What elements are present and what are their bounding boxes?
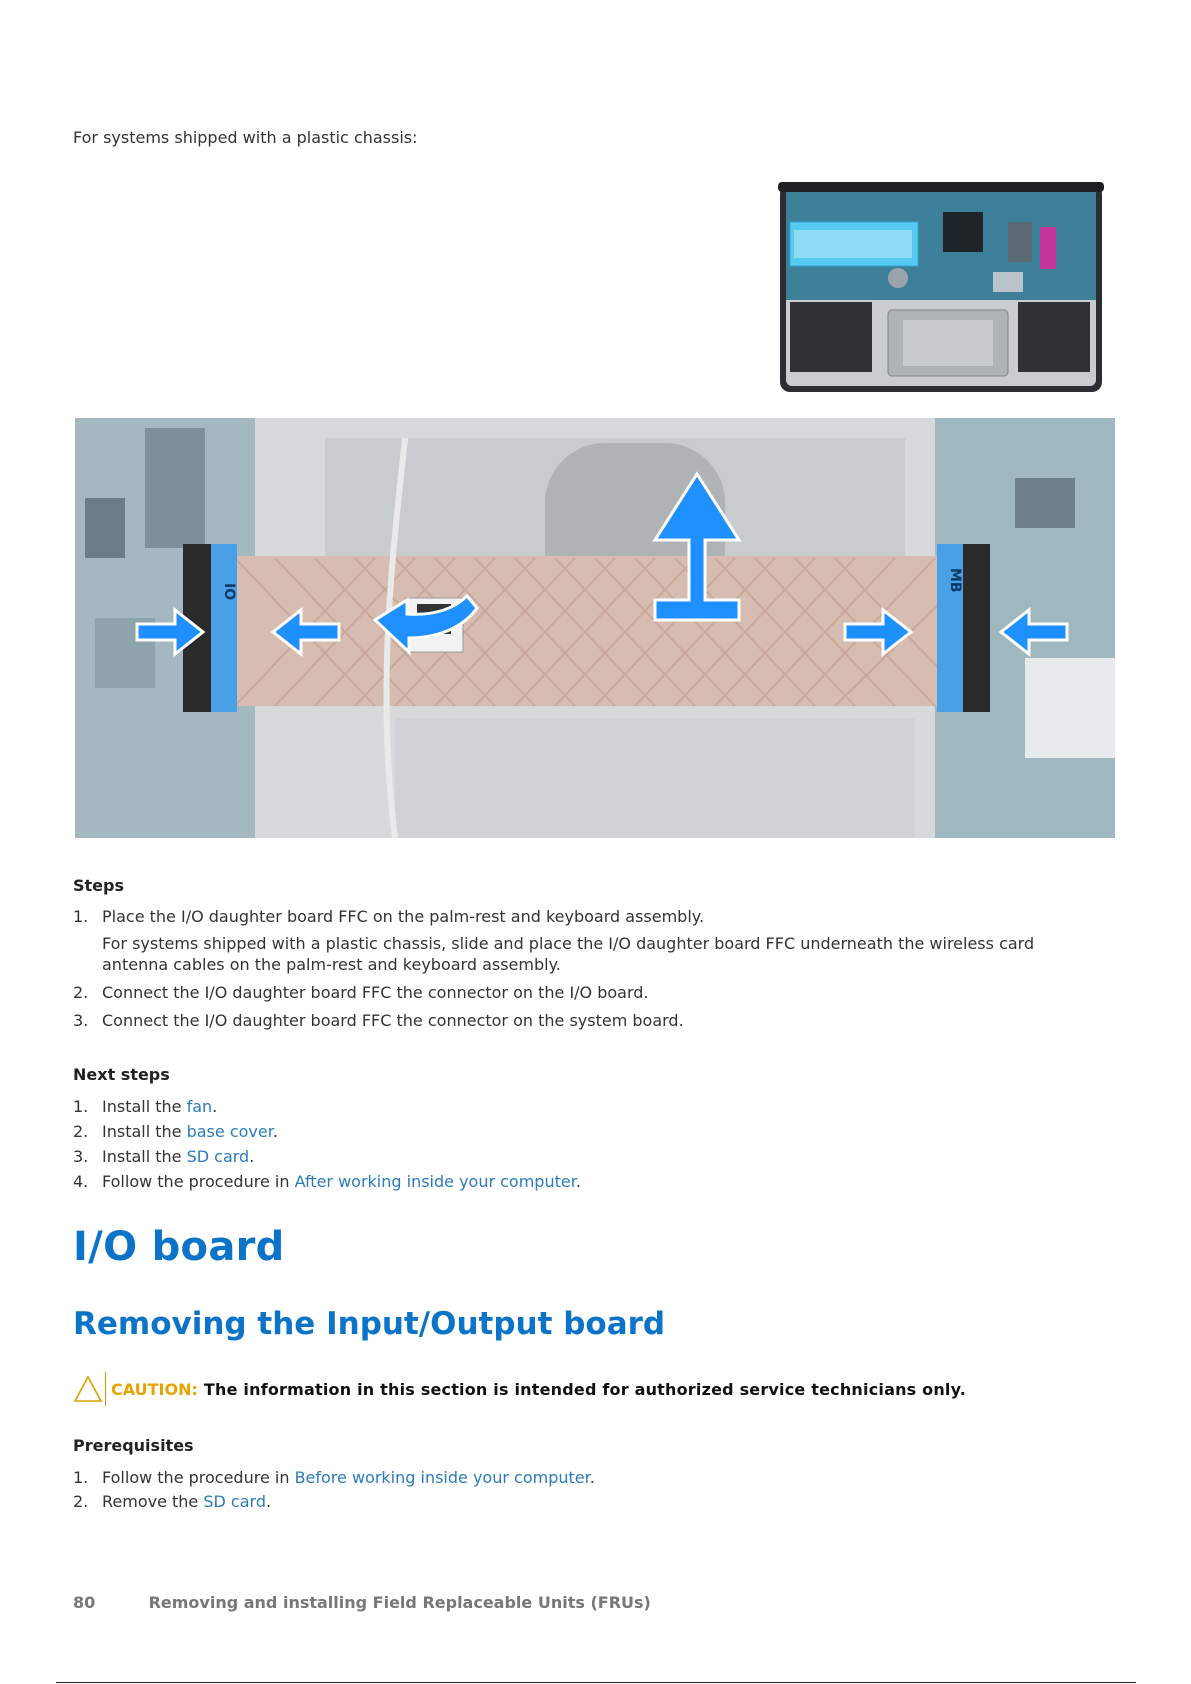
sd-card-link[interactable]: SD card: [186, 1147, 250, 1166]
base-cover-link[interactable]: base cover: [186, 1122, 273, 1141]
before-working-link[interactable]: Before working inside your computer: [294, 1468, 590, 1487]
caution-notice: [73, 1372, 966, 1406]
list-item: 2. Connect the I/O daughter board FFC the connector on the I/O board.: [73, 983, 649, 1002]
step-text: Connect the I/O daughter board FFC the connector on the I/O board.: [102, 983, 649, 1002]
list-item: 2. Remove the SD card.: [73, 1492, 272, 1511]
chapter-title: Removing and installing Field Replaceable Units (FRUs): [148, 1593, 651, 1612]
list-item: 2. Install the base cover.: [73, 1122, 278, 1141]
caution-message: The information in this section is intended for authorized service technicians only.: [203, 1379, 967, 1399]
page-footer: [73, 1593, 651, 1612]
caution-divider: [105, 1372, 106, 1406]
section-title: I/O board: [73, 1224, 285, 1270]
list-item: 1. Follow the procedure in Before working inside your computer.: [73, 1468, 595, 1487]
list-item: 1. Place the I/O daughter board FFC on the palm-rest and keyboard assembly. For systems shipped with a plastic chassis, slide and place the I/O daughter board FFC underneath the wireless card antenna cables on the palm-rest and keyboard assembly.: [73, 906, 1073, 975]
list-item: 3. Install the SD card.: [73, 1147, 255, 1166]
step-subtext: For systems shipped with a plastic chassis, slide and place the I/O daughter board FFC underneath the wireless card antenna cables on the palm-rest and keyboard assembly.: [102, 934, 1035, 974]
footer-rule: [56, 1682, 1136, 1683]
fan-link[interactable]: fan: [186, 1097, 213, 1116]
list-item: 4. Follow the procedure in After working inside your computer.: [73, 1172, 581, 1191]
list-item: 3. Connect the I/O daughter board FFC the connector on the system board.: [73, 1011, 684, 1030]
io-connector-label: IO: [221, 583, 237, 601]
laptop-overview-image: [778, 182, 1104, 394]
prerequisites-list: [73, 1467, 1073, 1512]
steps-heading: Steps: [73, 876, 124, 895]
warning-triangle-icon: [73, 1374, 103, 1404]
page-number: 80: [73, 1593, 96, 1612]
next-steps-heading: Next steps: [73, 1065, 170, 1084]
io-ffc-illustration: [75, 418, 1115, 838]
step-text: Connect the I/O daughter board FFC the connector on the system board.: [102, 1011, 684, 1030]
after-working-link[interactable]: After working inside your computer: [294, 1172, 576, 1191]
subsection-title: Removing the Input/Output board: [73, 1306, 666, 1342]
next-steps-list: [73, 1096, 1073, 1192]
steps-list: [73, 906, 1073, 1031]
list-item: 1. Install the fan.: [73, 1097, 218, 1116]
sd-card-link[interactable]: SD card: [203, 1492, 266, 1511]
step-text: Place the I/O daughter board FFC on the palm-rest and keyboard assembly.: [102, 907, 705, 926]
mb-connector-label: MB: [947, 568, 963, 593]
caution-label: CAUTION:: [111, 1379, 198, 1399]
intro-text: For systems shipped with a plastic chassis:: [73, 128, 418, 147]
prerequisites-heading: Prerequisites: [73, 1436, 194, 1455]
